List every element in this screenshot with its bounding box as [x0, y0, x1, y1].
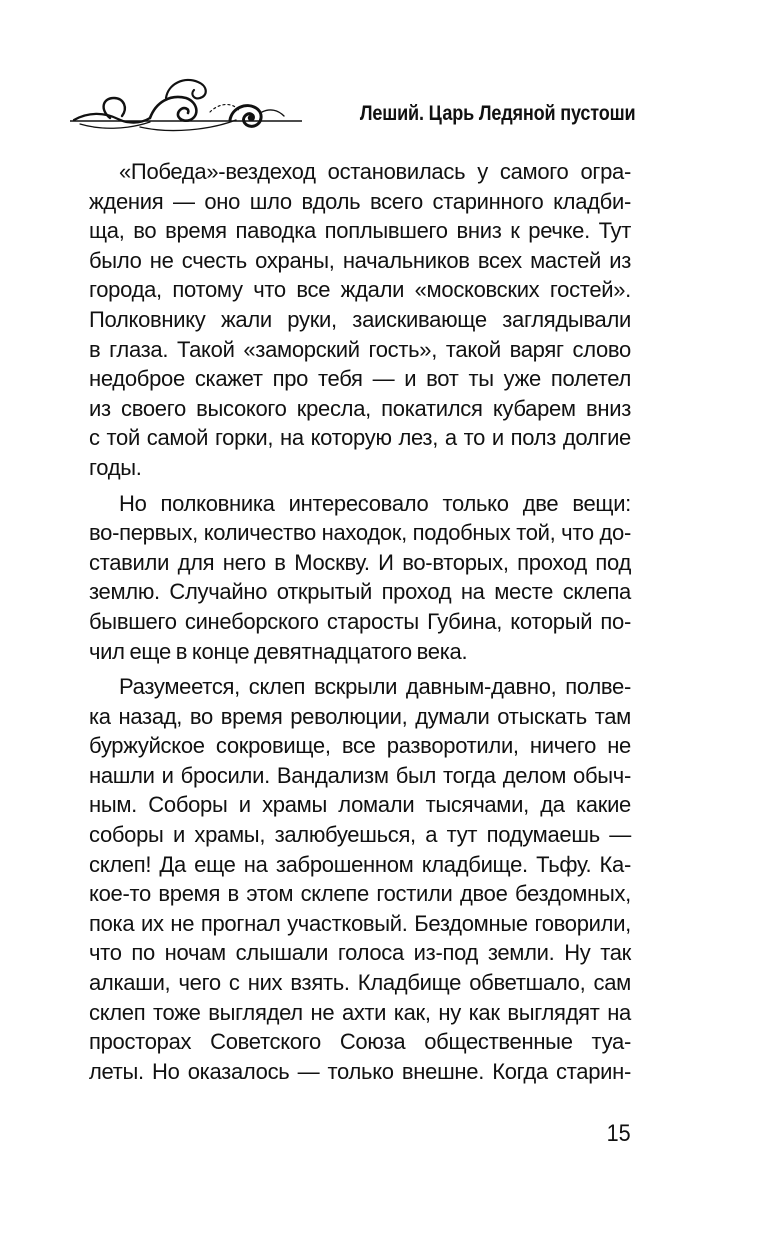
text-line: годы. [89, 454, 142, 480]
text-line: недоброе скажет про тебя — и вот ты уже полетел [89, 366, 631, 392]
text-line: пока их не прогнал участковый. Бездомные говорили, [89, 910, 631, 936]
text-line: алкаши, чего с них взять. Кладбище обветшало, сам [89, 970, 631, 996]
text-line: из своего высокого кресла, покатился кубарем вниз [89, 395, 631, 421]
body-text [89, 157, 631, 1086]
text-line: ждения — оно шло вдоль всего старинного кладби- [89, 188, 631, 214]
text-line: склеп! Да еще на заброшенном кладбище. Тьфу. Ка- [89, 851, 631, 877]
page-number: 15 [606, 1120, 631, 1147]
text-line: соборы и храмы, залюбуешься, а тут подумаешь — [89, 822, 631, 848]
text-line: с той самой горки, на которую лез, а то и полз долгие [89, 425, 631, 451]
text-line: ща, во время паводка поплывшего вниз к речке. Тут [89, 218, 631, 244]
text-line: что по ночам слышали голоса из-под земли. Ну так [89, 940, 631, 966]
text-line: нашли и бросили. Вандализм был тогда делом обыч- [89, 762, 631, 788]
text-line: ным. Соборы и храмы ломали тысячами, да какие [89, 792, 631, 818]
text-line: во-первых, количество находок, подобных той, что до- [89, 520, 631, 546]
text-line: Полковнику жали руки, заискивающе заглядывали [89, 306, 631, 332]
text-line: леты. Но оказалось — только внешне. Когда старин- [89, 1058, 631, 1084]
text-line: бывшего синеборского старосты Губина, который по- [89, 608, 631, 634]
text-line: ставили для него в Москву. И во-вторых, проход под [89, 549, 631, 575]
text-line: было не счесть охраны, начальников всех мастей из [89, 247, 631, 273]
page-header [70, 72, 635, 142]
text-line: «Победа»-вездеход остановилась у самого огра- [119, 159, 631, 184]
flourish-ornament-icon [70, 72, 302, 134]
running-head-title: Леший. Царь Ледяной пустоши [359, 102, 635, 125]
text-line: землю. Случайно открытый проход на месте склепа [89, 579, 631, 605]
text-line: Но полковника интересовало только две вещи: [119, 490, 631, 516]
text-line: Разумеется, склеп вскрыли давным-давно, полве- [119, 674, 631, 700]
text-line: чил еще в конце девятнадцатого века. [89, 638, 468, 664]
text-line: буржуйское сокровище, все разворотили, ничего не [89, 733, 631, 759]
text-line: ка назад, во время революции, думали отыскать там [89, 703, 631, 729]
text-line: в глаза. Такой «заморский гость», такой варяг слово [89, 336, 631, 362]
text-line: города, потому что все ждали «московских гостей». [89, 277, 631, 303]
text-line: просторах Советского Союза общественные туа- [89, 1029, 631, 1055]
text-line: склеп тоже выглядел не ахти как, ну как выглядят на [89, 999, 631, 1025]
text-line: кое-то время в этом склепе гостили двое бездомных, [89, 881, 631, 907]
